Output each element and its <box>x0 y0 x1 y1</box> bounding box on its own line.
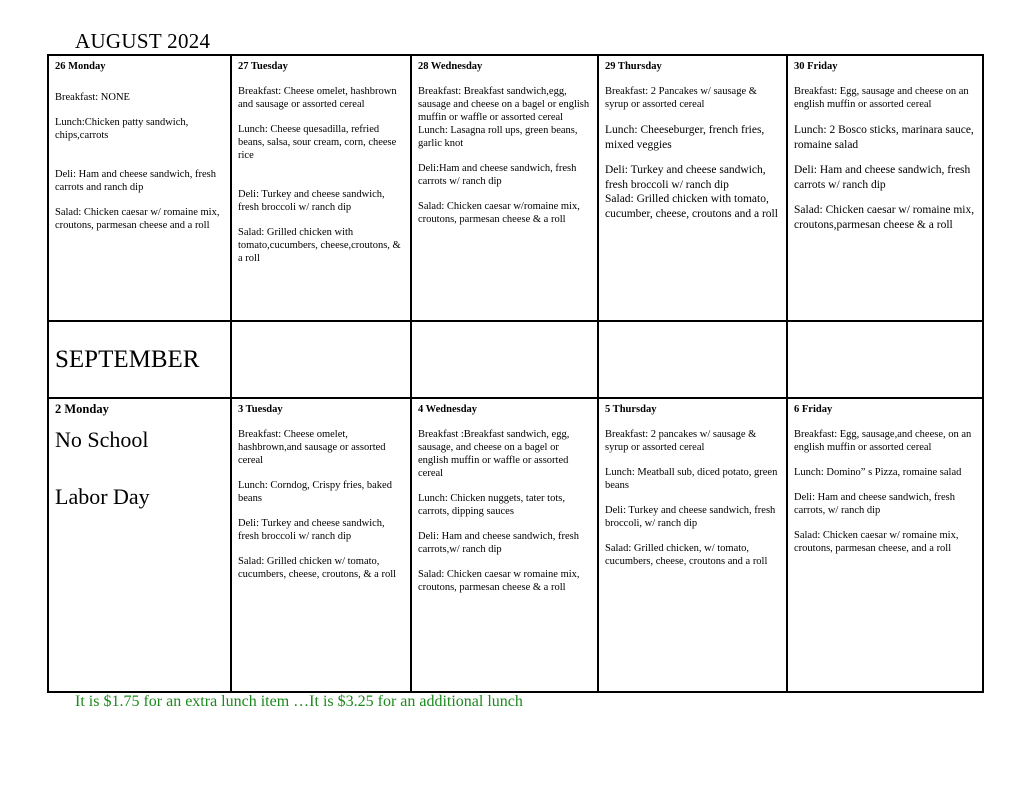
lunch-text: Lunch:Chicken patty sandwich, chips,carrots <box>55 117 189 141</box>
day-cell-sep-6 <box>787 398 983 692</box>
salad-text: Salad: Chicken caesar w/ romaine mix, croutons, parmesan cheese, and a roll <box>794 530 959 554</box>
empty-cell <box>787 321 983 398</box>
deli-text: Deli: Turkey and cheese sandwich, fresh broccoli, w/ ranch dip <box>605 505 776 529</box>
day-cell-sep-5 <box>598 398 787 692</box>
calendar-title: AUGUST 2024 <box>75 29 211 53</box>
deli-text: Deli: Ham and cheese sandwich, fresh carrots, w/ ranch dip <box>794 492 955 516</box>
day-heading: 2 Monday <box>55 402 109 416</box>
breakfast-text: Breakfast: Cheese omelet, hashbrown and sausage or assorted cereal <box>238 86 397 110</box>
day-cell-sep-2 <box>48 398 231 692</box>
deli-text: Deli: Ham and cheese sandwich, fresh carrots,w/ ranch dip <box>418 531 579 555</box>
holiday-note: Labor Day <box>55 484 150 509</box>
deli-text: Deli: Ham and cheese sandwich, fresh carrots and ranch dip <box>55 169 216 193</box>
day-cell-aug-30 <box>787 55 983 321</box>
day-cell-aug-27 <box>231 55 411 321</box>
day-heading: 30 Friday <box>794 61 838 72</box>
no-school-note: No School <box>55 427 149 452</box>
breakfast-text: Breakfast: 2 Pancakes w/ sausage & syrup or assorted cereal <box>605 86 757 110</box>
lunch-text: Lunch: Meatball sub, diced potato, green beans <box>605 467 778 491</box>
month-label-cell <box>48 321 231 398</box>
day-cell-aug-28 <box>411 55 598 321</box>
empty-cell <box>411 321 598 398</box>
day-heading: 26 Monday <box>55 61 106 72</box>
day-heading: 6 Friday <box>794 404 833 415</box>
deli-text: Deli: Turkey and cheese sandwich, fresh broccoli w/ ranch dip <box>238 189 385 213</box>
lunch-text: Lunch: Corndog, Crispy fries, baked beans <box>238 480 392 504</box>
day-heading: 3 Tuesday <box>238 404 283 415</box>
salad-text: Salad: Grilled chicken with tomato,cucumbers, cheese,croutons, & a roll <box>238 227 401 264</box>
deli-text: Deli:Ham and cheese sandwich, fresh carrots w/ ranch dip <box>418 163 577 187</box>
deli-text: Deli: Turkey and cheese sandwich, fresh broccoli w/ ranch dip <box>238 518 385 542</box>
breakfast-text: Breakfast: Cheese omelet, hashbrown,and sausage or assorted cereal <box>238 429 386 466</box>
pricing-note: It is $1.75 for an extra lunch item …It is $3.25 for an additional lunch <box>75 693 523 710</box>
day-heading: 27 Tuesday <box>238 61 288 72</box>
breakfast-text: Breakfast: Egg, sausage,and cheese, on an english muffin or assorted cereal <box>794 429 972 453</box>
salad-text: Salad: Grilled chicken with tomato, cucumber, cheese, croutons and a roll <box>605 193 778 220</box>
day-cell-sep-4 <box>411 398 598 692</box>
lunch-text: Lunch: Cheeseburger, french fries, mixed veggies <box>605 124 765 151</box>
breakfast-text: Breakfast: NONE <box>55 92 130 103</box>
salad-text: Salad: Chicken caesar w romaine mix, croutons, parmesan cheese & a roll <box>418 569 580 593</box>
breakfast-text: Breakfast: Egg, sausage and cheese on an english muffin or assorted cereal <box>794 86 969 110</box>
day-heading: 5 Thursday <box>605 404 657 415</box>
empty-cell <box>231 321 411 398</box>
lunch-calendar <box>47 54 984 693</box>
lunch-text: Lunch: 2 Bosco sticks, marinara sauce, romaine salad <box>794 124 974 151</box>
salad-text: Salad: Chicken caesar w/ romaine mix, croutons,parmesan cheese & a roll <box>794 204 975 231</box>
lunch-text: Lunch: Cheese quesadilla, refried beans, salsa, sour cream, corn, cheese rice <box>238 124 397 161</box>
salad-text: Salad: Grilled chicken w/ tomato, cucumbers, cheese, croutons, & a roll <box>238 556 397 580</box>
lunch-text: Lunch: Domino” s Pizza, romaine salad <box>794 467 962 478</box>
day-cell-aug-26 <box>48 55 231 321</box>
breakfast-text: Breakfast :Breakfast sandwich, egg, sausage, and cheese on a bagel or english muffin or waffle or assorted cereal <box>418 429 570 479</box>
salad-text: Salad: Chicken caesar w/romaine mix, croutons, parmesan cheese & a roll <box>418 201 580 225</box>
lunch-text: Lunch: Lasagna roll ups, green beans, garlic knot <box>418 125 578 149</box>
breakfast-text: Breakfast: Breakfast sandwich,egg, sausage and cheese on a bagel or english muffin or waffle or assorted cereal <box>418 86 590 123</box>
day-heading: 4 Wednesday <box>418 404 478 415</box>
empty-cell <box>598 321 787 398</box>
day-heading: 28 Wednesday <box>418 61 483 72</box>
month-label: SEPTEMBER <box>55 346 200 373</box>
deli-text: Deli: Ham and cheese sandwich, fresh carrots w/ ranch dip <box>794 164 971 191</box>
day-cell-sep-3 <box>231 398 411 692</box>
lunch-text: Lunch: Chicken nuggets, tater tots, carrots, dipping sauces <box>418 493 565 517</box>
salad-text: Salad: Chicken caesar w/ romaine mix, croutons, parmesan cheese and a roll <box>55 207 220 231</box>
salad-text: Salad: Grilled chicken, w/ tomato, cucumbers, cheese, croutons and a roll <box>605 543 768 567</box>
breakfast-text: Breakfast: 2 pancakes w/ sausage & syrup or assorted cereal <box>605 429 757 453</box>
deli-text: Deli: Turkey and cheese sandwich, fresh broccoli w/ ranch dip <box>605 164 766 191</box>
day-heading: 29 Thursday <box>605 61 662 72</box>
day-cell-aug-29 <box>598 55 787 321</box>
